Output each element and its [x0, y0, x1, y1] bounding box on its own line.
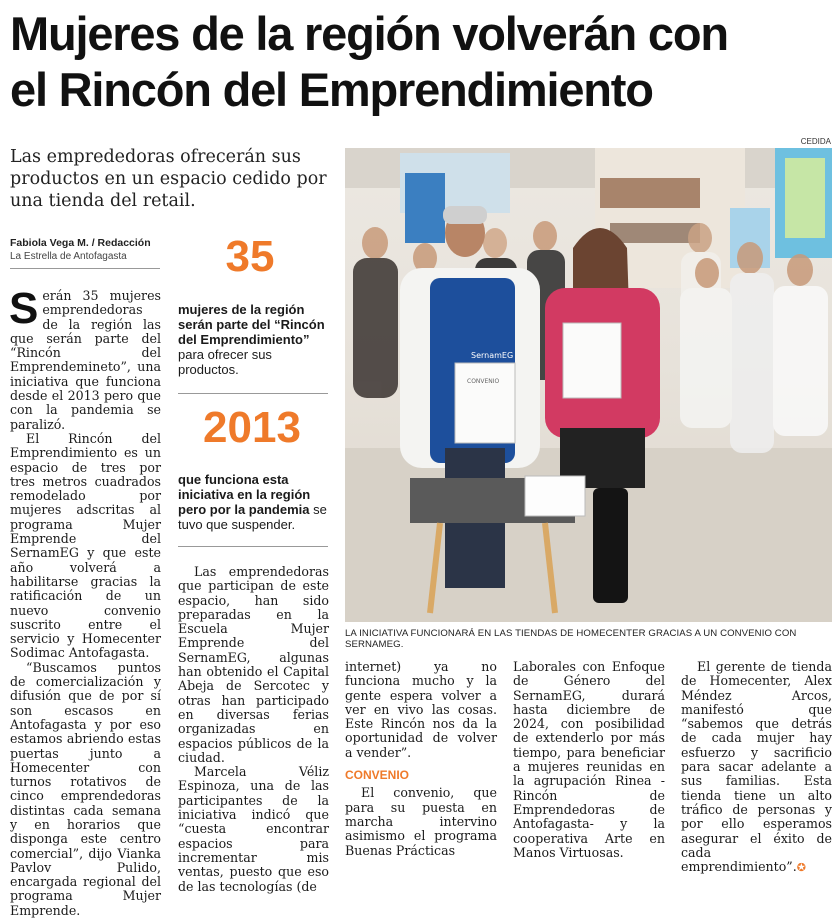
stat-rest: se tuvo que suspender.	[178, 502, 327, 532]
document-label: CONVENIO	[467, 378, 500, 385]
byline-outlet: La Estrella de Antofagasta	[10, 251, 127, 262]
paragraph: El Rincón del Emprendimiento es un espacio de tres por tres metros cuadrados remodelado por mujeres adscritas al programa Mujer Emprende del SernamEG y que este año volverá a habilitarse gracias la ratificación de un nuevo convenio suscrito entre el servicio y Homecenter Sodimac Antofagasta.	[10, 430, 161, 661]
drop-cap: S	[9, 284, 39, 333]
stat-bold: que funciona esta iniciativa en la región pero por la pandemia	[178, 472, 311, 517]
headline-line-1: Mujeres de la región volverán con	[10, 7, 728, 60]
stat-divider	[178, 546, 328, 547]
stat-number-2013: 2013	[203, 403, 301, 452]
paragraph: erán 35 mujeres emprendedoras de la región las que serán parte del “Rincón del Emprendemineto”, una iniciativa que funciona desde el 2013 pero que con la pandemia se paralizó.	[10, 288, 161, 432]
stat-text-2013	[178, 472, 328, 532]
photo-illustration	[345, 148, 832, 622]
article-column-4	[513, 660, 665, 860]
headline-line-2: el Rincón del Emprendimiento	[10, 63, 653, 116]
article-column-5	[681, 660, 832, 875]
article-column-3	[345, 660, 497, 858]
stat-rest: para ofrecer sus productos.	[178, 347, 272, 377]
article-column-2	[178, 565, 329, 894]
photo-caption: LA INICIATIVA FUNCIONARÁ EN LAS TIENDAS DE HOMECENTER GRACIAS A UN CONVENIO CON SERNAMEG.	[345, 628, 797, 650]
paragraph: Las emprendedoras que participan de este espacio, han sido preparadas en la Escuela Mujer Emprende del SernamEG, algunas han obtenido el Capital Abeja de Sercotec y otras han participado en diversas ferias organizadas en espacios públicos de la ciudad.	[178, 564, 329, 765]
stat-divider	[178, 393, 328, 394]
headline	[10, 6, 835, 118]
section-heading: CONVENIO	[345, 768, 410, 783]
stat-bold: mujeres de la región serán parte del “Rincón del Emprendimiento”	[178, 302, 325, 347]
paragraph: “Buscamos puntos de comercialización y difusión que de por sí son escasos en Antofagasta y por eso estamos abriendo estas puertas junto a Homecenter con turnos rotativos de cinco emprendedoras distintas cada semana y en horarios que disponga este centro comercial”, dijo Vianka Pavlov Pulido, encargada regional del programa Mujer Emprende.	[10, 659, 161, 918]
end-mark-icon: ✪	[796, 861, 806, 875]
apron-label: SernamEG	[471, 351, 514, 360]
article-column-1	[9, 284, 161, 918]
subhead: Las emprededoras ofrecerán sus productos en un espacio cedido por una tienda del retail.	[10, 147, 327, 211]
paragraph: internet) ya no funciona mucho y la gente espera volver a ver en vivo las cosas. Este Rincón nos da la oportunidad de volver a vender”.	[345, 659, 497, 760]
byline-author: Fabiola Vega M. / Redacción	[10, 237, 151, 249]
byline-divider	[10, 268, 160, 269]
paragraph: El gerente de tienda de Homecenter, Alex Méndez Arcos, manifestó que “sabemos que detrás de cada mujer hay esfuerzo y sacrificio para sacar adelante a sus familias. Esta tienda tiene un alto tráfico de personas y por ello esperamos asegurar el éxito de cada emprendimiento”.	[681, 659, 832, 875]
article-photo	[345, 148, 832, 622]
paragraph: Laborales con Enfoque de Género del SernamEG, durará hasta diciembre de 2024, con posibilidad de extenderlo por más tiempo, para beneficiar a mujeres reunidas en la agrupación Rinea -Rincón de Emprendedoras de Antofagasta- y la cooperativa Arte en Manos Virtuosas.	[513, 659, 665, 860]
stat-text-35	[178, 302, 328, 377]
paragraph: Marcela Véliz Espinoza, una de las participantes de la iniciativa indicó que “cuesta encontrar espacios para incrementar mis ventas, puesto que eso de las tecnologías (de	[178, 764, 329, 894]
stat-number-35: 35	[225, 232, 275, 281]
paragraph: El convenio, que para su puesta en marcha intervino asimismo el programa Buenas Prácticas	[345, 785, 497, 858]
photo-credit: CEDIDA	[800, 137, 831, 146]
